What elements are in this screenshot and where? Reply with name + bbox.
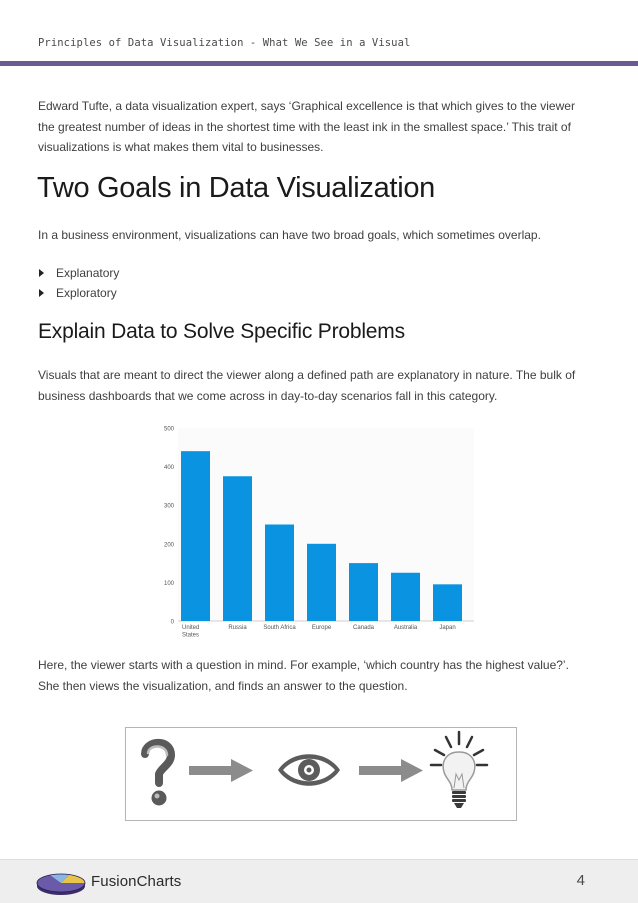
y-tick-label: 400 (163, 465, 174, 472)
goals-paragraph: In a business environment, visualizations can have two broad goals, which sometimes overlap. (38, 228, 541, 242)
list-item (38, 263, 119, 283)
question-answer-flow-diagram (125, 727, 517, 821)
fusioncharts-logo-icon (36, 869, 88, 897)
x-tick-label: United States (182, 625, 200, 639)
brand-name: FusionCharts (91, 873, 182, 890)
x-tick-label: South Africa (263, 625, 296, 631)
page-number: 4 (576, 872, 585, 889)
arrow-right-icon (359, 759, 423, 782)
arrow-right-icon (189, 759, 253, 782)
bar (391, 573, 420, 621)
goals-list (38, 263, 119, 303)
x-tick-label: Japan (439, 625, 456, 631)
intro-line: the greatest number of ideas in the shortest time with the least ink in the smallest space.’ This trait of (38, 119, 571, 134)
bar (223, 476, 252, 621)
y-tick-label: 0 (170, 619, 174, 626)
y-tick-label: 300 (163, 503, 174, 510)
explain-line: Visuals that are meant to direct the viewer along a defined path are explanatory in nature. The bulk of (38, 368, 576, 382)
light-bulb-icon (431, 732, 487, 808)
explain-paragraph (38, 365, 598, 406)
after-chart-line: Here, the viewer starts with a question in mind. For example, ‘which country has the highest value?’. (38, 658, 569, 672)
y-tick-label: 200 (163, 542, 174, 549)
eye-icon (278, 754, 340, 786)
bar-chart (148, 420, 478, 642)
heading-two-goals: Two Goals in Data Visualization (37, 172, 435, 204)
bar (265, 525, 294, 622)
explain-line: business dashboards that we come across in day-to-day scenarios fall in this category. (38, 388, 498, 403)
list-item-label: Explanatory (56, 266, 120, 280)
intro-line: Edward Tufte, a data visualization expert, says ‘Graphical excellence is that which gives to the viewer (38, 99, 575, 113)
after-chart-paragraph (38, 655, 598, 696)
header-rule (0, 61, 638, 66)
after-chart-line: She then views the visualization, and finds an answer to the question. (38, 678, 408, 693)
x-tick-label: Canada (352, 625, 375, 631)
y-tick-label: 500 (163, 426, 174, 433)
x-tick-label: Russia (228, 625, 247, 631)
bullet-arrow-icon (39, 269, 44, 277)
bar (307, 544, 336, 621)
x-tick-label: Europe (311, 625, 332, 631)
bar (433, 584, 462, 621)
intro-paragraph (38, 96, 598, 158)
heading-explain-data: Explain Data to Solve Specific Problems (38, 320, 405, 343)
bullet-arrow-icon (39, 289, 44, 297)
x-tick-label: Australia (393, 625, 418, 631)
bar (181, 451, 210, 621)
list-item (38, 283, 119, 303)
bar (349, 563, 378, 621)
question-mark-icon (145, 743, 171, 806)
intro-line: visualizations is what makes them vital to businesses. (38, 140, 324, 154)
y-tick-label: 100 (163, 580, 174, 587)
running-header: Principles of Data Visualization - What We See in a Visual (38, 37, 411, 49)
list-item-label: Exploratory (56, 286, 117, 300)
